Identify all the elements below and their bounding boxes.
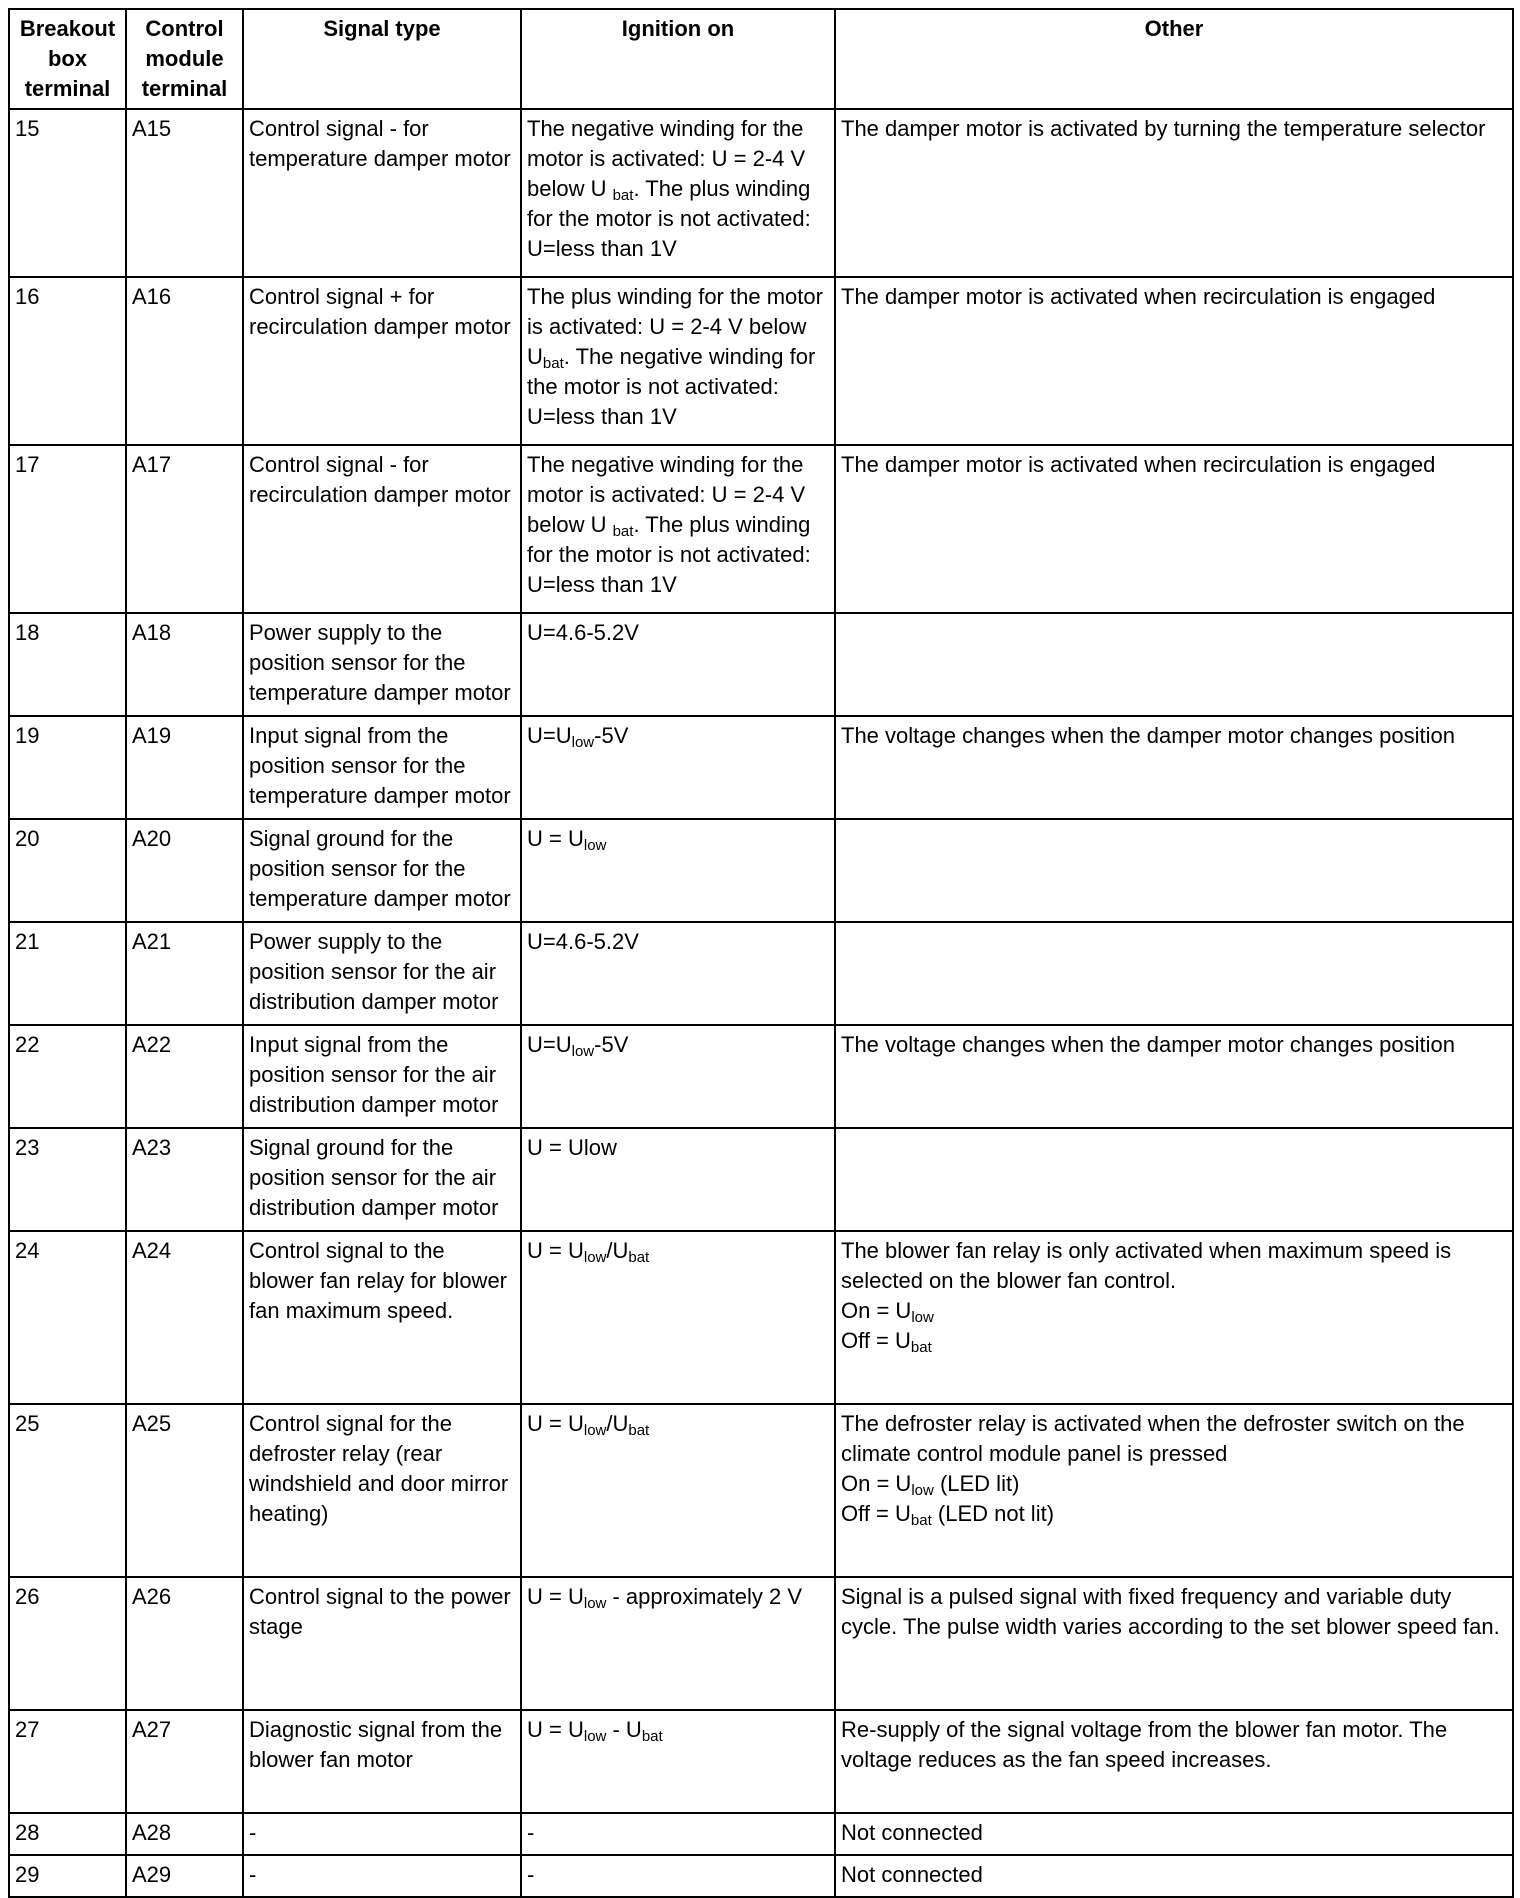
terminal-table — [8, 8, 1514, 1898]
other-cell — [835, 819, 1513, 922]
ignition-on-cell: - — [521, 1813, 835, 1855]
ignition-on-cell: $U=U_{low}-5V$ — [521, 1025, 835, 1128]
breakout-terminal-cell: 18 — [9, 613, 126, 716]
breakout-terminal-cell: 15 — [9, 109, 126, 277]
signal-type-cell: Signal ground for the position sensor for the temperature damper motor — [243, 819, 521, 922]
ignition-on-cell: The negative winding for the motor is activated: U = 2-4 V below U $_{bat}$. The plus winding for the motor is not activated: U=less than 1V — [521, 109, 835, 277]
signal-type-cell: - — [243, 1813, 521, 1855]
signal-type-cell: Power supply to the position sensor for the air distribution damper motor — [243, 922, 521, 1025]
control-terminal-cell: A15 — [126, 109, 243, 277]
ignition-on-cell: The negative winding for the motor is activated: U = 2-4 V below U $_{bat}$. The plus winding for the motor is not activated: U=less than 1V — [521, 445, 835, 613]
other-cell: The damper motor is activated by turning the temperature selector — [835, 109, 1513, 277]
breakout-terminal-cell: 22 — [9, 1025, 126, 1128]
signal-type-cell: Signal ground for the position sensor for the air distribution damper motor — [243, 1128, 521, 1231]
table-row — [9, 109, 1513, 277]
ignition-on-cell: The plus winding for the motor is activated: U = 2-4 V below $U_{bat}$. The negative winding for the motor is not activated: U=less than 1V — [521, 277, 835, 445]
table-row — [9, 1404, 1513, 1577]
breakout-terminal-cell: 27 — [9, 1710, 126, 1813]
other-cell: The voltage changes when the damper motor changes position — [835, 1025, 1513, 1128]
other-cell — [835, 1128, 1513, 1231]
control-terminal-cell: A16 — [126, 277, 243, 445]
ignition-on-cell: $U = U_{low}$ — [521, 819, 835, 922]
ignition-on-cell: U=4.6-5.2V — [521, 922, 835, 1025]
ignition-on-cell: $U = U_{low}/U_{bat}$ — [521, 1231, 835, 1404]
table-row — [9, 716, 1513, 819]
other-cell: The damper motor is activated when recirculation is engaged — [835, 277, 1513, 445]
table-row — [9, 1231, 1513, 1404]
signal-type-cell: Control signal - for temperature damper motor — [243, 109, 521, 277]
table-row — [9, 819, 1513, 922]
signal-type-cell: Control signal to the blower fan relay for blower fan maximum speed. — [243, 1231, 521, 1404]
control-terminal-cell: A20 — [126, 819, 243, 922]
breakout-terminal-cell: 28 — [9, 1813, 126, 1855]
control-terminal-cell: A25 — [126, 1404, 243, 1577]
control-terminal-cell: A18 — [126, 613, 243, 716]
other-cell: The blower fan relay is only activated when maximum speed is selected on the blower fan control. $On = U_{low}$ Off = $U_{bat}$ — [835, 1231, 1513, 1404]
ignition-on-cell: U=4.6-5.2V — [521, 613, 835, 716]
breakout-terminal-cell: 16 — [9, 277, 126, 445]
breakout-terminal-cell: 29 — [9, 1855, 126, 1897]
other-cell: Signal is a pulsed signal with fixed frequency and variable duty cycle. The pulse width varies according to the set blower speed fan. — [835, 1577, 1513, 1710]
control-terminal-cell: A29 — [126, 1855, 243, 1897]
breakout-terminal-cell: 25 — [9, 1404, 126, 1577]
other-cell: The damper motor is activated when recirculation is engaged — [835, 445, 1513, 613]
control-terminal-cell: A26 — [126, 1577, 243, 1710]
other-cell: Re-supply of the signal voltage from the blower fan motor. The voltage reduces as the fan speed increases. — [835, 1710, 1513, 1813]
table-row — [9, 922, 1513, 1025]
ignition-on-cell: $U = U_{low}$ - approximately 2 V — [521, 1577, 835, 1710]
breakout-terminal-cell: 17 — [9, 445, 126, 613]
table-row — [9, 1813, 1513, 1855]
header-breakout-terminal: Breakout box terminal — [9, 9, 126, 109]
control-terminal-cell: A28 — [126, 1813, 243, 1855]
control-terminal-cell: A21 — [126, 922, 243, 1025]
other-cell: Not connected — [835, 1813, 1513, 1855]
breakout-terminal-cell: 23 — [9, 1128, 126, 1231]
table-row — [9, 445, 1513, 613]
control-terminal-cell: A23 — [126, 1128, 243, 1231]
ignition-on-cell: U = Ulow — [521, 1128, 835, 1231]
ignition-on-cell: $U=U_{low}-5V$ — [521, 716, 835, 819]
signal-type-cell: - — [243, 1855, 521, 1897]
other-cell: Not connected — [835, 1855, 1513, 1897]
control-terminal-cell: A17 — [126, 445, 243, 613]
table-row — [9, 1710, 1513, 1813]
table-row — [9, 277, 1513, 445]
table-row — [9, 1025, 1513, 1128]
table-row — [9, 613, 1513, 716]
signal-type-cell: Control signal to the power stage — [243, 1577, 521, 1710]
signal-type-cell: Diagnostic signal from the blower fan motor — [243, 1710, 521, 1813]
breakout-terminal-cell: 21 — [9, 922, 126, 1025]
header-signal-type: Signal type — [243, 9, 521, 109]
ignition-on-cell: $U = U_{low}/U_{bat}$ — [521, 1404, 835, 1577]
breakout-terminal-cell: 26 — [9, 1577, 126, 1710]
header-other: Other — [835, 9, 1513, 109]
breakout-terminal-cell: 19 — [9, 716, 126, 819]
table-row — [9, 1128, 1513, 1231]
signal-type-cell: Control signal for the defroster relay (rear windshield and door mirror heating) — [243, 1404, 521, 1577]
ignition-on-cell: $U = U_{low} - U_{bat}$ — [521, 1710, 835, 1813]
other-cell — [835, 613, 1513, 716]
control-terminal-cell: A19 — [126, 716, 243, 819]
control-terminal-cell: A22 — [126, 1025, 243, 1128]
signal-type-cell: Control signal + for recirculation damper motor — [243, 277, 521, 445]
signal-type-cell: Control signal - for recirculation damper motor — [243, 445, 521, 613]
other-cell — [835, 922, 1513, 1025]
signal-type-cell: Power supply to the position sensor for the temperature damper motor — [243, 613, 521, 716]
header-control-module-terminal: Control module terminal — [126, 9, 243, 109]
header-ignition-on: Ignition on — [521, 9, 835, 109]
breakout-terminal-cell: 20 — [9, 819, 126, 922]
other-cell: The defroster relay is activated when the defroster switch on the climate control module panel is pressed $On = U_{low}$ (LED lit) Off = $U_{bat}$ (LED not lit) — [835, 1404, 1513, 1577]
table-row — [9, 1855, 1513, 1897]
ignition-on-cell: - — [521, 1855, 835, 1897]
breakout-terminal-cell: 24 — [9, 1231, 126, 1404]
control-terminal-cell: A24 — [126, 1231, 243, 1404]
signal-type-cell: Input signal from the position sensor for the temperature damper motor — [243, 716, 521, 819]
control-terminal-cell: A27 — [126, 1710, 243, 1813]
other-cell: The voltage changes when the damper motor changes position — [835, 716, 1513, 819]
signal-type-cell: Input signal from the position sensor for the air distribution damper motor — [243, 1025, 521, 1128]
table-row — [9, 1577, 1513, 1710]
table-header-row — [9, 9, 1513, 109]
